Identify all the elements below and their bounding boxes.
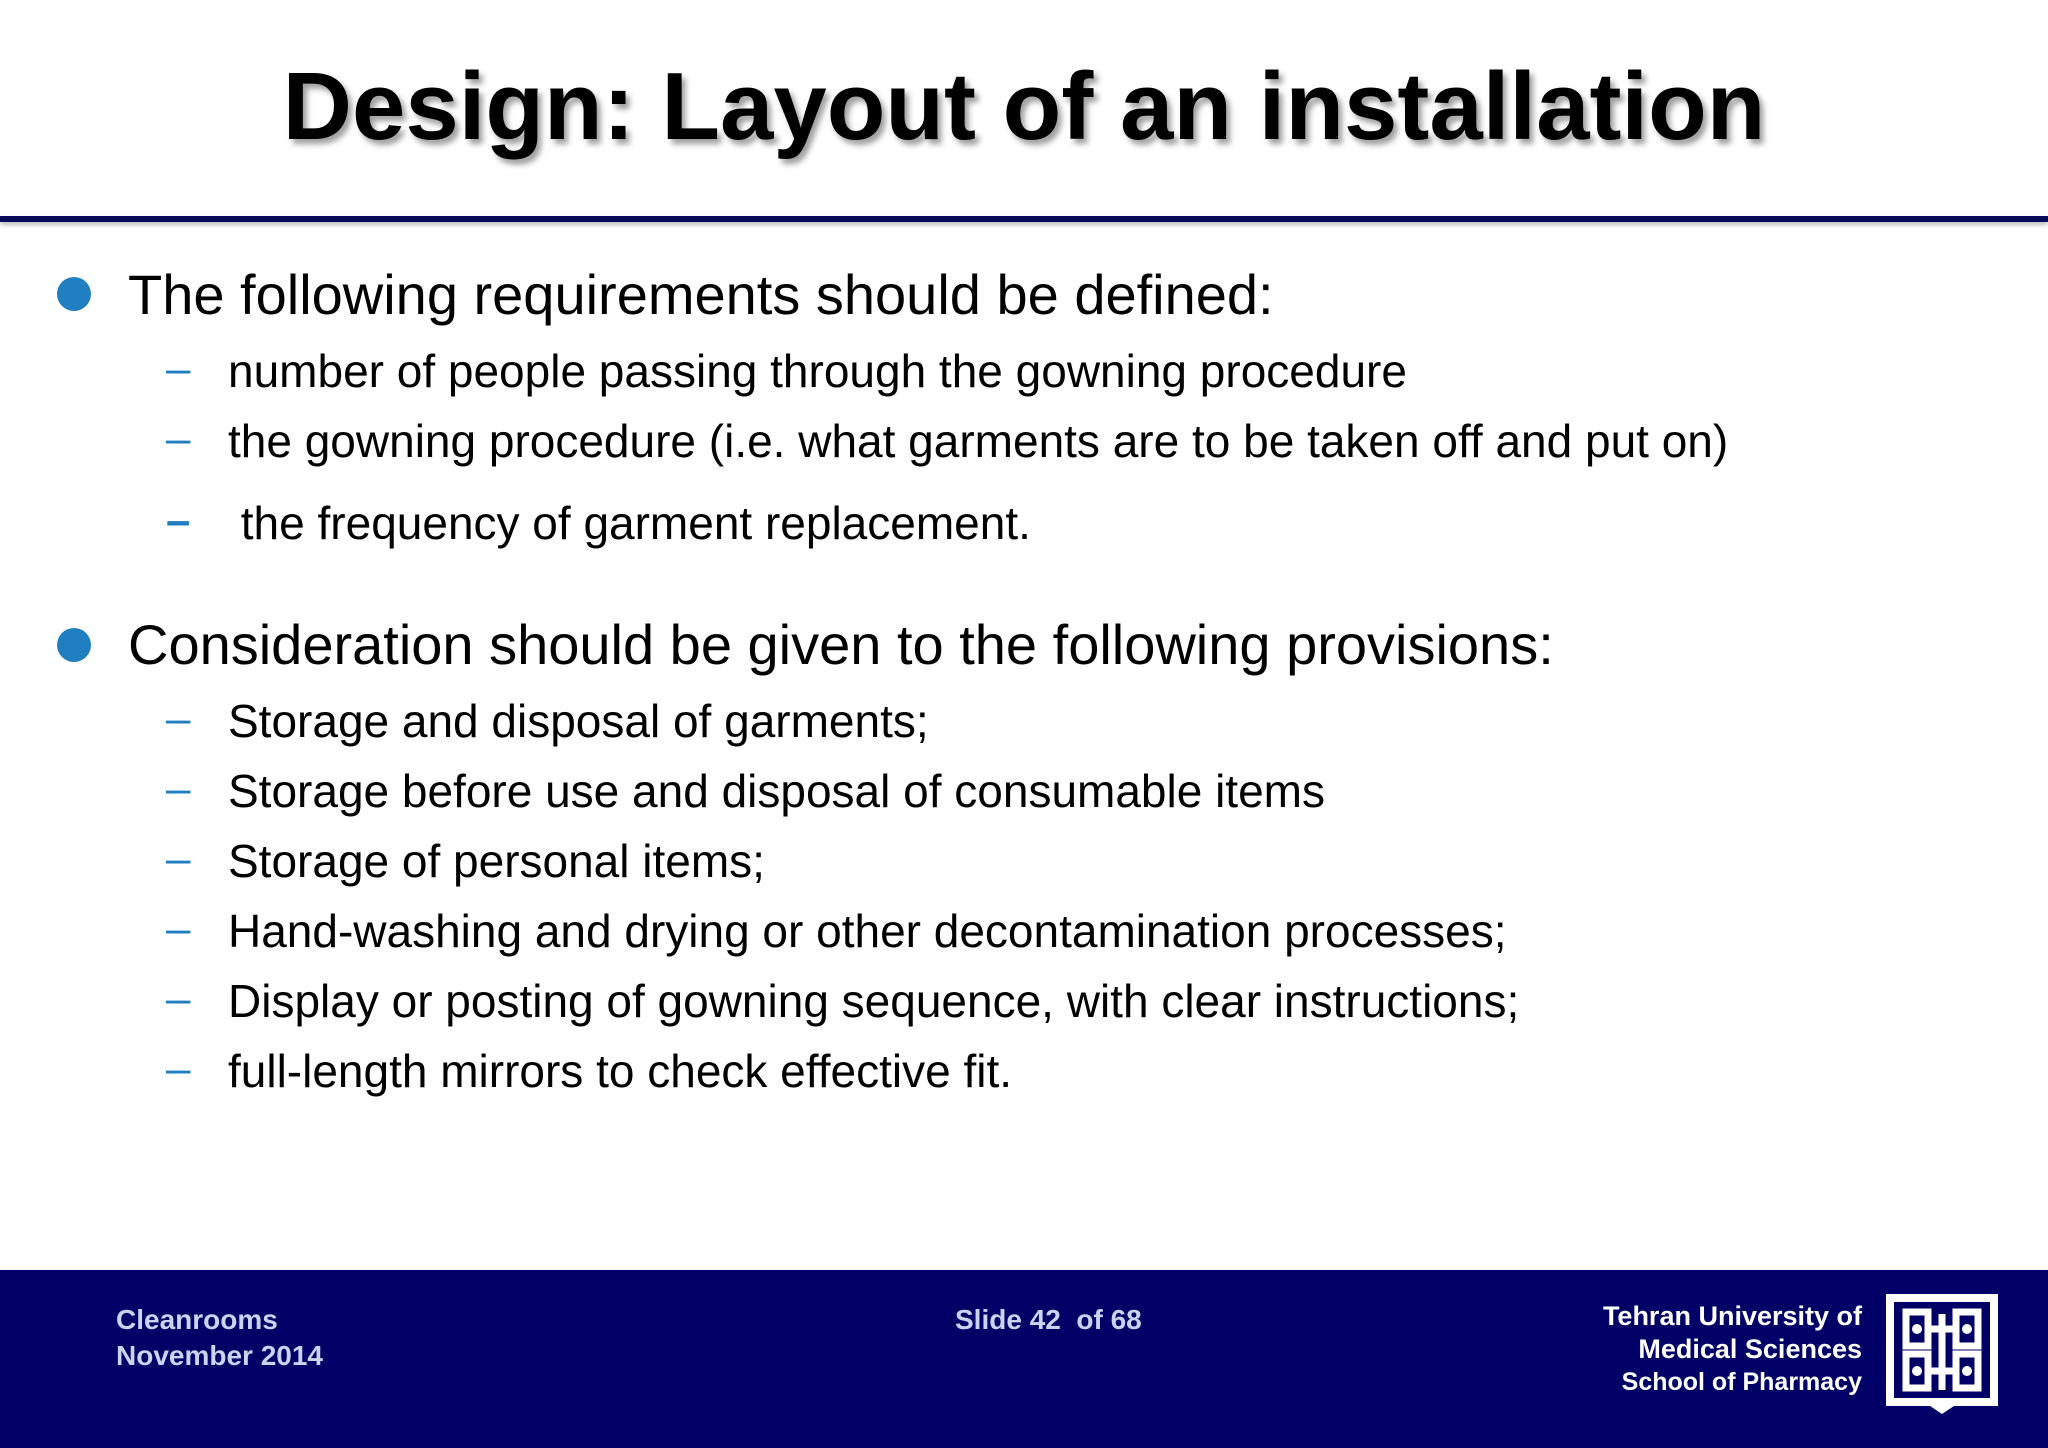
dash-icon: – xyxy=(166,414,191,463)
footer-date: November 2014 xyxy=(116,1340,324,1371)
footer-university-line1: Tehran University of xyxy=(1602,1301,1862,1331)
bullet-item xyxy=(0,262,2048,332)
sub-item xyxy=(0,1044,2048,1104)
sub-item xyxy=(0,974,2048,1034)
slide-footer xyxy=(0,1270,2048,1448)
footer-school: School of Pharmacy xyxy=(1621,1368,1862,1396)
sub-item-text: Display or posting of gowning sequence, with clear instructions; xyxy=(228,975,1520,1027)
slide-counter: Slide 42 of 68 xyxy=(955,1304,1142,1335)
dash-icon: – xyxy=(166,1044,191,1093)
bullet-dot-icon xyxy=(57,277,91,311)
sub-item-text: the frequency of garment replacement. xyxy=(228,497,1031,549)
dash-icon: – xyxy=(166,834,191,883)
dash-icon: – xyxy=(166,764,191,813)
sub-item xyxy=(0,834,2048,894)
sub-item xyxy=(0,496,2048,556)
dash-icon: – xyxy=(166,904,191,953)
dash-icon: – xyxy=(166,344,191,393)
dash-icon: – xyxy=(166,974,191,1023)
footer-course: Cleanrooms xyxy=(116,1304,278,1335)
bullet-dot-icon xyxy=(57,628,91,662)
title-divider xyxy=(0,216,2048,222)
sub-item-text: Hand-washing and drying or other decontamination processes; xyxy=(228,905,1507,957)
sub-item xyxy=(0,904,2048,964)
sub-item-text: the gowning procedure (i.e. what garments are to be taken off and put on) xyxy=(228,415,1729,467)
sub-item xyxy=(0,414,2048,474)
sub-item-text: Storage of personal items; xyxy=(228,835,765,887)
footer-course-info xyxy=(116,1302,323,1374)
footer-university-line2: Medical Sciences xyxy=(1638,1334,1862,1364)
slide-title: Design: Layout of an installation xyxy=(282,53,1766,160)
sub-item xyxy=(0,344,2048,404)
footer-institution xyxy=(1603,1300,1862,1399)
sub-item-text: Storage before use and disposal of consumable items xyxy=(228,765,1325,817)
bullet-item xyxy=(0,612,2048,682)
dash-icon: – xyxy=(166,496,191,545)
sub-item xyxy=(0,694,2048,754)
dash-icon: – xyxy=(166,694,191,743)
sub-item-text: Storage and disposal of garments; xyxy=(228,695,929,747)
bullet-text: Consideration should be given to the following provisions: xyxy=(128,613,1554,676)
bullet-text: The following requirements should be defined: xyxy=(128,263,1274,326)
sub-item-text: full-length mirrors to check effective fit. xyxy=(228,1045,1012,1097)
university-emblem-icon xyxy=(1886,1294,1998,1414)
sub-item-text: number of people passing through the gowning procedure xyxy=(228,345,1407,397)
sub-item xyxy=(0,764,2048,824)
